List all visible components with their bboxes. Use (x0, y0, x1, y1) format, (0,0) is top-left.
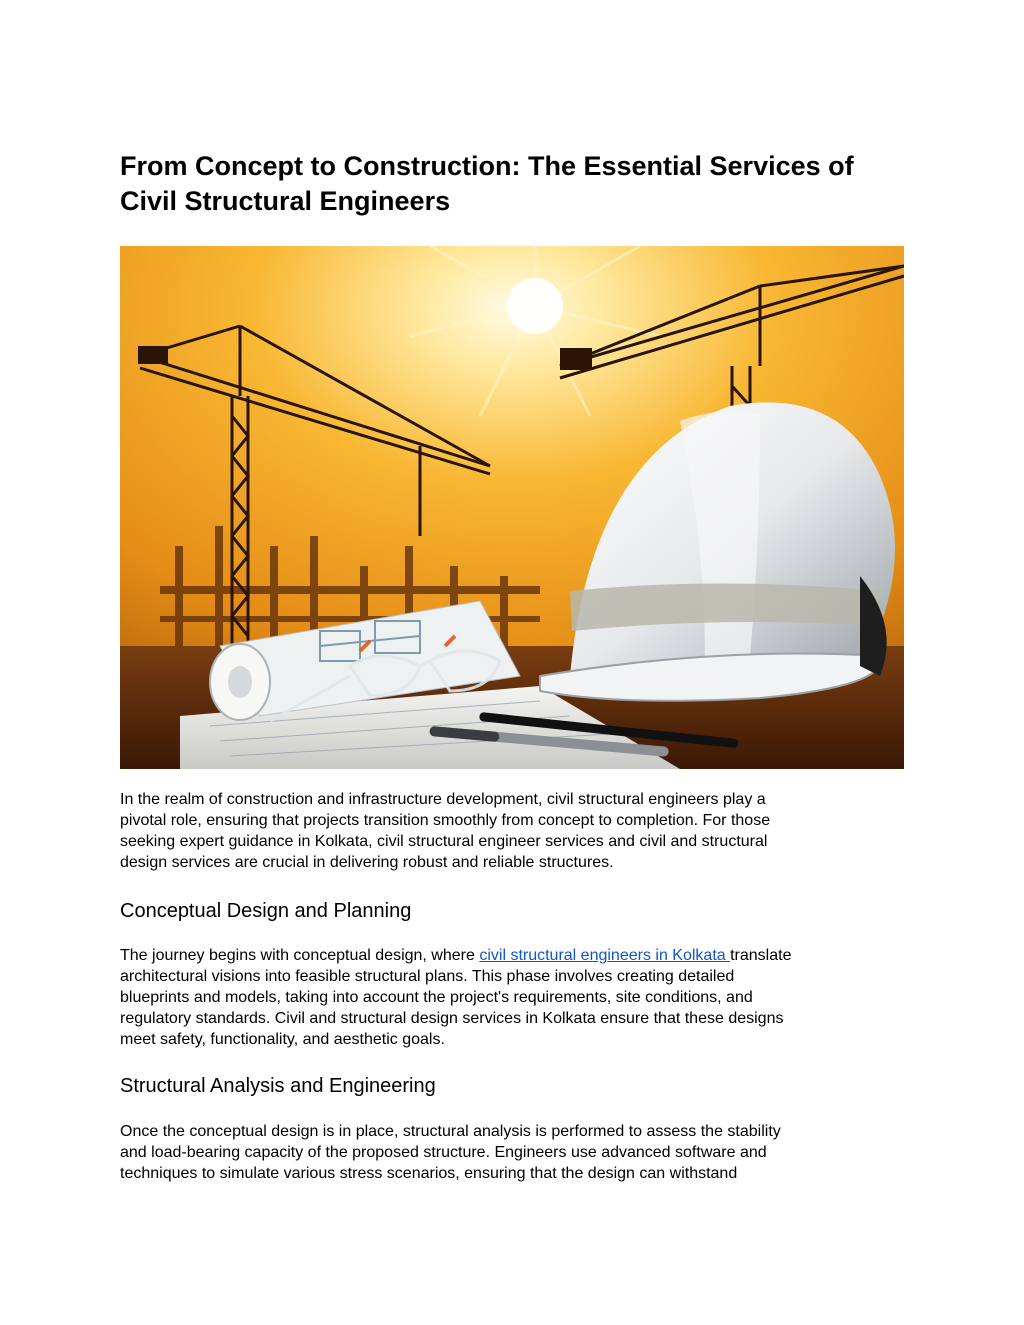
paragraph-text: translate (730, 947, 792, 964)
intro-line: design services are crucial in delivering robust and reliable structures. (120, 854, 614, 871)
paragraph-line: regulatory standards. Civil and structural design services in Kolkata ensure that these designs (120, 1010, 784, 1027)
paragraph-line: and load-bearing capacity of the proposed structure. Engineers use advanced software and (120, 1144, 767, 1161)
paragraph-line: techniques to simulate various stress scenarios, ensuring that the design can withstand (120, 1165, 738, 1182)
intro-line: seeking expert guidance in Kolkata, civil structural engineer services and civil and structural (120, 833, 768, 850)
article-title (120, 149, 920, 219)
intro-paragraph (120, 789, 910, 873)
conceptual-design-paragraph (120, 945, 910, 1050)
title-line-2: Civil Structural Engineers (120, 186, 451, 216)
section-heading-conceptual-design: Conceptual Design and Planning (120, 900, 412, 922)
civil-structural-engineers-kolkata-link[interactable]: civil structural engineers in Kolkata (479, 947, 731, 964)
intro-line: In the realm of construction and infrastructure development, civil structural engineers play a (120, 791, 766, 808)
structural-analysis-paragraph (120, 1121, 910, 1184)
intro-line: pivotal role, ensuring that projects transition smoothly from concept to completion. For those (120, 812, 771, 829)
paragraph-line: Once the conceptual design is in place, structural analysis is performed to assess the stability (120, 1123, 781, 1140)
paragraph-line: meet safety, functionality, and aesthetic goals. (120, 1031, 445, 1048)
hero-image (120, 246, 904, 769)
paragraph-text: The journey begins with conceptual design, where (120, 947, 480, 964)
paragraph-line: architectural visions into feasible structural plans. This phase involves creating detailed (120, 968, 735, 985)
paragraph-line: blueprints and models, taking into account the project's requirements, site conditions, and (120, 989, 753, 1006)
section-heading-structural-analysis: Structural Analysis and Engineering (120, 1075, 436, 1097)
title-line-1: From Concept to Construction: The Essential Services of (120, 151, 854, 181)
